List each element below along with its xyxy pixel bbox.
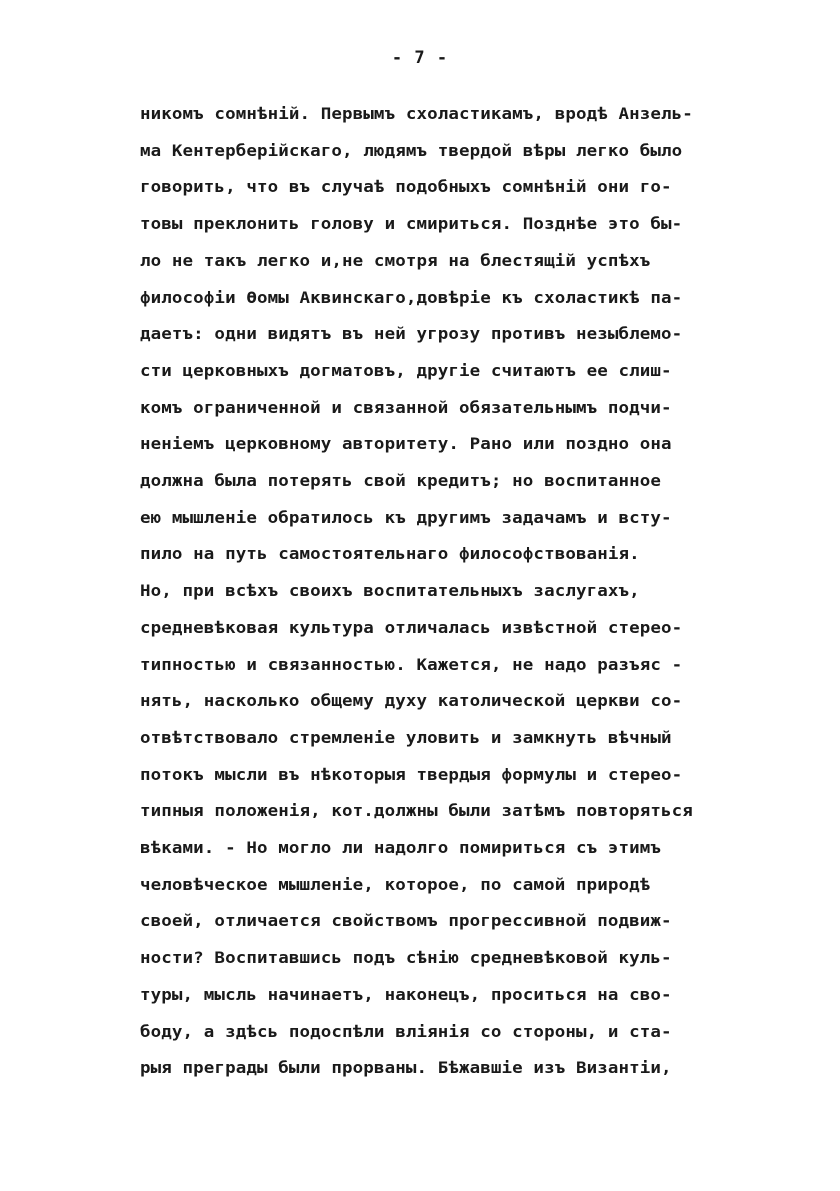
text-line: туры, мысль начинаетъ, наконецъ, проситься на сво- [140,984,672,1004]
text-line: говорить, что въ случаѣ подобныхъ сомнѣній они го- [140,177,672,197]
text-line: ма Кентерберійскаго, людямъ твердой вѣры легко было [140,140,683,160]
text-line: человѣческое мышленіе, которое, по самой природѣ [140,874,651,894]
text-line: пило на путь самостоятельнаго философствованія. [140,544,640,564]
text-line: потокъ мысли въ нѣкоторыя твердыя формулы и стерео- [140,764,683,784]
text-line: вѣками. - Но могло ли надолго помириться съ этимъ [140,838,662,857]
text-line: боду, а здѣсь подоспѣли вліянія со стороны, и ста- [140,1021,672,1041]
text-line: отвѣтствовало стремленіе уловить и замкнуть вѣчный [140,727,672,747]
text-line: Но, при всѣхъ своихъ воспитательныхъ заслугахъ, [140,581,640,601]
text-line: типныя положенія, кот.должны были затѣмъ повторяться [140,801,693,821]
text-line: должна была потерять свой кредитъ; но воспитанное [140,471,662,490]
text-line: комъ ограниченной и связанной обязательнымъ подчи- [140,397,672,417]
text-line: сти церковныхъ догматовъ, другіе считаютъ ее слиш- [140,360,672,380]
text-line: философіи Ѳомы Аквинскаго,довѣріе къ схоластикѣ па- [140,287,683,307]
text-line: своей, отличается свойствомъ прогрессивной подвиж- [140,911,672,931]
text-line: ею мышленіе обратилось къ другимъ задачамъ и всту- [140,507,672,527]
text-line: неніемъ церковному авторитету. Рано или поздно она [140,434,672,454]
text-line: средневѣковая культура отличалась извѣстной стерео- [140,617,683,637]
text-line: товы преклонить голову и смириться. Позднѣе это бы- [140,214,683,234]
text-line: нять, насколько общему духу католической церкви со- [140,691,683,711]
text-line: никомъ сомнѣній. Первымъ схоластикамъ, вродѣ Анзель- [140,104,693,123]
text-line: ло не такъ легко и,не смотря на блестящій успѣхъ [140,250,651,270]
page-number: - 7 - [391,48,449,68]
text-line: рыя преграды были прорваны. Бѣжавшіе изъ Византіи, [140,1058,672,1078]
text-line: типностью и связанностью. Кажется, не надо разъяс - [140,654,683,674]
text-line: даетъ: одни видятъ въ ней угрозу противъ незыблемо- [140,324,683,344]
text-line: ности? Воспитавшись подъ сѣнію средневѣковой куль- [140,948,672,968]
